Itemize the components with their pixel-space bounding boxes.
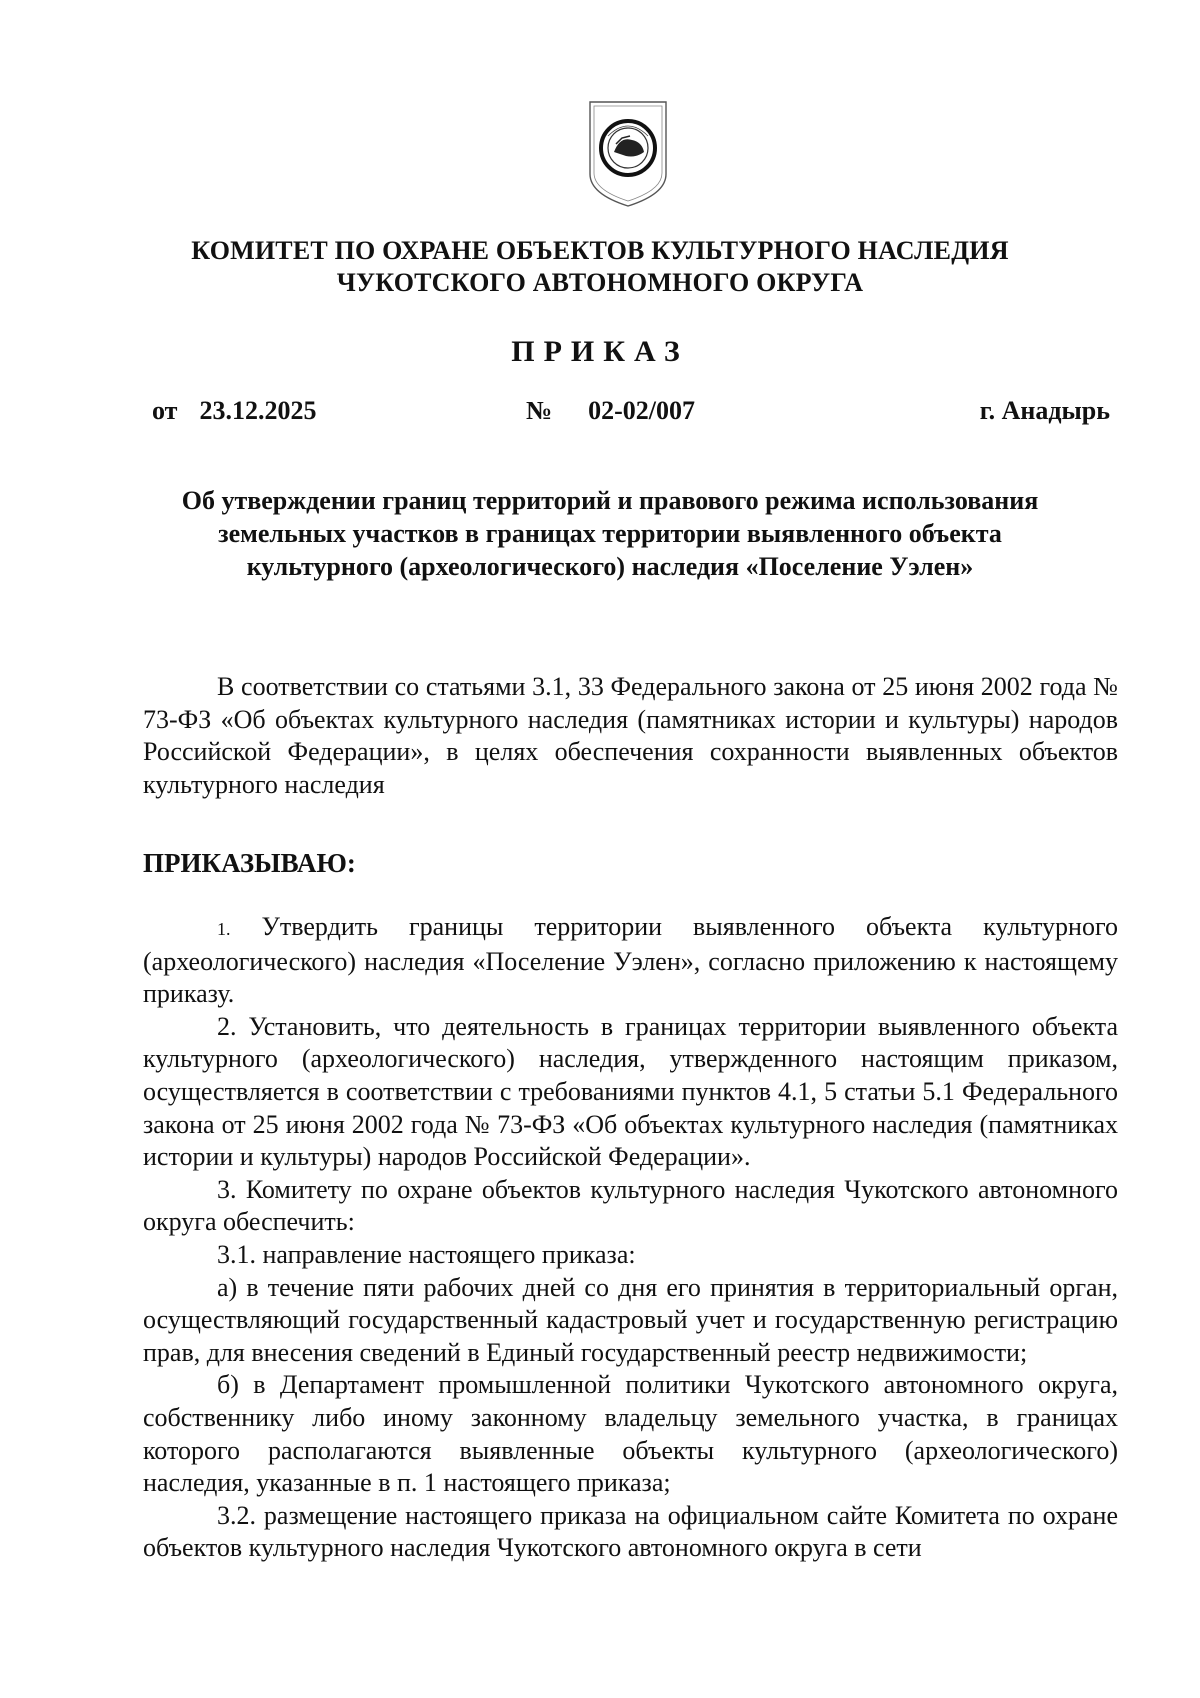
organization-name <box>0 235 1200 299</box>
preamble-text: В соответствии со статьями 3.1, 33 Федерального закона от 25 июня 2002 года № 73-ФЗ «Об объектах культурного наследия (памятниках истории и культуры) народов Российской Федерации», в целях обеспечения сохранности выявленных объектов культурного наследия <box>143 672 1118 799</box>
date-value: 23.12.2025 <box>199 396 317 425</box>
subject-line-3: культурного (археологического) наследия «Поселение Уэлен» <box>246 552 974 581</box>
document-subject <box>130 484 1090 583</box>
order-item-1-number: 1. <box>217 919 231 939</box>
document-date <box>152 396 316 426</box>
document-city: г. Анадырь <box>979 396 1110 425</box>
order-items <box>143 911 1118 1565</box>
organization-name-line-1: КОМИТЕТ ПО ОХРАНЕ ОБЪЕКТОВ КУЛЬТУРНОГО НАСЛЕДИЯ <box>191 236 1009 265</box>
subject-line-2: земельных участков в границах территории выявленного объекта <box>218 519 1002 548</box>
preamble <box>143 671 1118 801</box>
order-item-1-text: Утвердить границы территории выявленного объекта культурного (археологического) наследия «Поселение Уэлен», согласно приложению к настоящему приказу. <box>143 912 1118 1009</box>
order-item-2: 2. Установить, что деятельность в границах территории выявленного объекта культурного (археологического) наследия, утвержденного настоящим приказом, осуществляется в соответствии с требованиями пунктов 4.1, 5 статьи 5.1 Федерального закона от 25 июня 2002 года № 73-ФЗ «Об объектах культурного наследия (памятниках истории и культуры) народов Российской Федерации». <box>143 1011 1118 1172</box>
order-item-3-1-b: б) в Департамент промышленной политики Чукотского автономного округа, собственнику либо иному законному владельцу земельного участка, в границах которого располагаются выявленные объекты культурного (археологического) наследия, указанные в п. 1 настоящего приказа; <box>143 1370 1118 1498</box>
document-number <box>526 396 695 426</box>
coat-of-arms-icon <box>586 96 670 210</box>
order-item-3-1-a: а) в течение пяти рабочих дней со дня его принятия в территориальный орган, осуществляющий государственный кадастровый учет и государственную регистрацию прав, для внесения сведений в Единый государственный реестр недвижимости; <box>143 1272 1118 1367</box>
order-item-3-1: 3.1. направление настоящего приказа: <box>217 1239 636 1269</box>
date-prefix: от <box>152 396 178 425</box>
orders-heading: ПРИКАЗЫВАЮ: <box>143 848 356 878</box>
order-item-3: 3. Комитету по охране объектов культурного наследия Чукотского автономного округа обеспечить: <box>143 1174 1118 1237</box>
organization-name-line-2: ЧУКОТСКОГО АВТОНОМНОГО ОКРУГА <box>336 268 864 297</box>
order-item-3-2: 3.2. размещение настоящего приказа на официальном сайте Комитета по охране объектов культурного наследия Чукотского автономного округа в сети <box>143 1500 1118 1563</box>
number-prefix: № <box>526 396 553 425</box>
subject-line-1: Об утверждении границ территорий и правового режима использования <box>181 486 1039 515</box>
number-value: 02-02/007 <box>588 396 696 425</box>
order-item-1 <box>143 911 1118 1011</box>
document-type-title: ПРИКАЗ <box>511 335 689 368</box>
